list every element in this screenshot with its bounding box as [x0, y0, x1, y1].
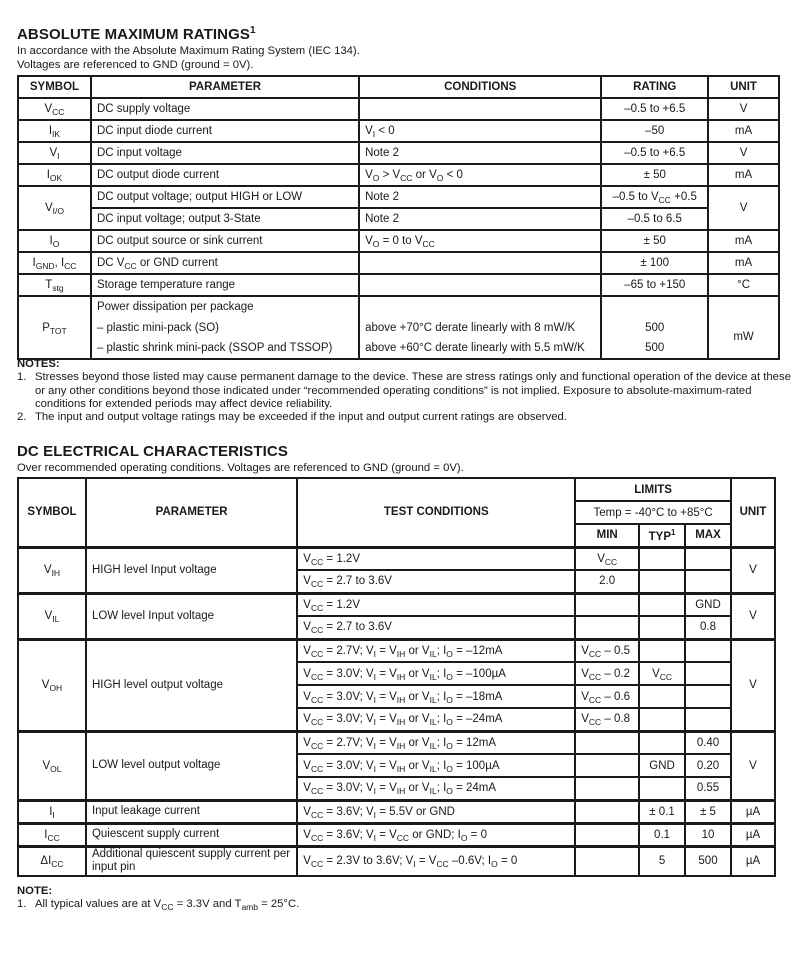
cell-rating: –0.5 to +6.5: [601, 98, 708, 120]
cell-test-condition: $V_{CC} = 3.6V$; $V_I = 5.5V$ or GND: [297, 800, 575, 823]
cell-conditions: [359, 252, 601, 274]
table-row: [18, 846, 775, 876]
cell-unit: mA: [708, 164, 779, 186]
cell-rating: –50: [601, 120, 708, 142]
header-conditions: CONDITIONS: [359, 76, 601, 98]
cell-symbol: $I_{OK}$: [18, 164, 91, 186]
cell-parameter: DC $V_{CC}$ or GND current: [91, 252, 359, 274]
cell-parameter: DC input diode current: [91, 120, 359, 142]
cell-unit: °C: [708, 274, 779, 296]
notes-heading: NOTES:: [17, 358, 60, 370]
cell-min: $V_{CC} - 0.8$: [575, 708, 639, 731]
table-row: [18, 230, 779, 252]
cell-conditions: [359, 296, 601, 317]
cell-symbol: $I_O$: [18, 230, 91, 252]
cell-typ: 5: [639, 846, 685, 876]
cell-symbol: $V_{OL}$: [18, 731, 86, 800]
cell-test-condition: $V_{CC} = 3.0V$; $V_I = V_{IH}$ or $V_{IL}$; $I_O = 100\mu A$: [297, 754, 575, 777]
cell-typ: GND: [639, 754, 685, 777]
header-symbol: SYMBOL: [18, 478, 86, 547]
cell-parameter: – plastic shrink mini-pack (SSOP and TSSOP): [91, 338, 359, 359]
cell-min: [575, 616, 639, 639]
cell-parameter: LOW level output voltage: [86, 731, 297, 800]
table-row: [18, 593, 775, 616]
cell-max: [685, 547, 731, 570]
dc-table: [17, 477, 776, 877]
cell-typ: [639, 570, 685, 593]
cell-typ: [639, 616, 685, 639]
cell-rating: ± 50: [601, 164, 708, 186]
cell-typ: $V_{CC}$: [639, 662, 685, 685]
cell-parameter: Input leakage current: [86, 800, 297, 823]
cell-test-condition: $V_{CC} = 2.7V$; $V_I = V_{IH}$ or $V_{IL}$; $I_O = -12mA$: [297, 639, 575, 662]
cell-rating: 500: [601, 338, 708, 359]
cell-conditions: Note 2: [359, 186, 601, 208]
cell-symbol: $T_{stg}$: [18, 274, 91, 296]
cell-rating: –0.5 to 6.5: [601, 208, 708, 230]
cell-max: [685, 570, 731, 593]
cell-symbol: $V_I$: [18, 142, 91, 164]
cell-symbol: $I_I$: [18, 800, 86, 823]
cell-test-condition: $V_{CC} = 3.0V$; $V_I = V_{IH}$ or $V_{IL}$; $I_O = -18mA$: [297, 685, 575, 708]
table-row: [18, 800, 775, 823]
cell-parameter: DC supply voltage: [91, 98, 359, 120]
dc-intro: Over recommended operating conditions. Voltages are referenced to GND (ground = 0V).: [17, 462, 464, 474]
cell-unit: V: [708, 142, 779, 164]
cell-symbol: $V_{CC}$: [18, 98, 91, 120]
cell-symbol: $V_{IH}$: [18, 547, 86, 593]
cell-unit: mW: [708, 296, 779, 359]
header-test-conditions: TEST CONDITIONS: [297, 478, 575, 547]
cell-max: 500: [685, 846, 731, 876]
cell-max: 0.20: [685, 754, 731, 777]
cell-max: [685, 708, 731, 731]
cell-parameter: Quiescent supply current: [86, 823, 297, 846]
cell-conditions: $V_I < 0$: [359, 120, 601, 142]
notes-heading: NOTE:: [17, 885, 53, 897]
cell-min: [575, 846, 639, 876]
cell-parameter: LOW level Input voltage: [86, 593, 297, 639]
abs-max-notes: [17, 358, 797, 424]
table-row: [18, 547, 775, 570]
cell-conditions: Note 2: [359, 142, 601, 164]
cell-conditions: $V_O > V_{CC}$ or $V_O < 0$: [359, 164, 601, 186]
cell-parameter: DC input voltage; output 3-State: [91, 208, 359, 230]
cell-min: $V_{CC} - 0.5$: [575, 639, 639, 662]
cell-min: $V_{CC} - 0.2$: [575, 662, 639, 685]
cell-max: [685, 639, 731, 662]
cell-min: [575, 731, 639, 754]
header-parameter: PARAMETER: [91, 76, 359, 98]
table-row: [18, 274, 779, 296]
cell-rating: [601, 296, 708, 317]
cell-test-condition: $V_{CC} = 3.6V$; $V_I = V_{CC}$ or GND; $I_O = 0$: [297, 823, 575, 846]
cell-conditions: above +60°C derate linearly with 5.5 mW/K: [359, 338, 601, 359]
header-unit: UNIT: [731, 478, 775, 547]
cell-max: ± 5: [685, 800, 731, 823]
cell-parameter: Power dissipation per package: [91, 296, 359, 317]
cell-symbol: $V_{I/O}$: [18, 186, 91, 230]
abs-max-intro-2: Voltages are referenced to GND (ground = 0V).: [17, 59, 254, 71]
cell-conditions: Note 2: [359, 208, 601, 230]
cell-symbol: $V_{IL}$: [18, 593, 86, 639]
cell-parameter: Additional quiescent supply current per input pin: [86, 846, 297, 876]
cell-conditions: [359, 274, 601, 296]
cell-typ: [639, 593, 685, 616]
cell-min: [575, 754, 639, 777]
cell-max: GND: [685, 593, 731, 616]
table-row: [18, 317, 779, 338]
note-item: 1. Stresses beyond those listed may cause permanent damage to the device. These are stress ratings only and functional operation of the device at these or any other conditions beyond those indicated under “recommended operating conditions” is not implied. Exposure to absolute-maximum-rated conditions for extended periods may affect device reliability.: [17, 371, 791, 410]
header-rating: RATING: [601, 76, 708, 98]
cell-test-condition: $V_{CC} = 1.2V$: [297, 593, 575, 616]
cell-parameter: HIGH level output voltage: [86, 639, 297, 731]
cell-rating: –0.5 to +6.5: [601, 142, 708, 164]
table-row: [18, 186, 779, 208]
cell-max: [685, 685, 731, 708]
cell-test-condition: $V_{CC} = 1.2V$: [297, 547, 575, 570]
cell-typ: [639, 708, 685, 731]
header-min: MIN: [575, 524, 639, 547]
cell-typ: ± 0.1: [639, 800, 685, 823]
cell-unit: V: [708, 186, 779, 230]
cell-conditions: $V_O = 0$ to $V_{CC}$: [359, 230, 601, 252]
cell-typ: [639, 547, 685, 570]
note-item: 1. All typical values are at $V_{CC} = 3.3V$ and $T_{amb} = 25^\circ C$.: [17, 898, 300, 913]
header-temp: Temp = -40°C to +85°C: [575, 501, 731, 524]
header-limits: LIMITS: [575, 478, 731, 501]
cell-max: 0.8: [685, 616, 731, 639]
cell-unit: mA: [708, 230, 779, 252]
cell-test-condition: $V_{CC} = 3.0V$; $V_I = V_{IH}$ or $V_{IL}$; $I_O = 24mA$: [297, 777, 575, 800]
table-row: [18, 338, 779, 359]
cell-unit: V: [731, 731, 775, 800]
cell-parameter: DC output source or sink current: [91, 230, 359, 252]
cell-symbol: $I_{CC}$: [18, 823, 86, 846]
dc-notes: [17, 885, 797, 912]
cell-parameter: DC input voltage: [91, 142, 359, 164]
cell-rating: –0.5 to $V_{CC} +0.5$: [601, 186, 708, 208]
cell-test-condition: $V_{CC} = 3.0V$; $V_I = V_{IH}$ or $V_{IL}$; $I_O = -24mA$: [297, 708, 575, 731]
cell-rating: ± 50: [601, 230, 708, 252]
cell-test-condition: $V_{CC} = 3.0V$; $V_I = V_{IH}$ or $V_{IL}$; $I_O = -100\mu A$: [297, 662, 575, 685]
cell-typ: [639, 639, 685, 662]
table-row: [18, 823, 775, 846]
cell-min: [575, 777, 639, 800]
cell-parameter: DC output diode current: [91, 164, 359, 186]
cell-test-condition: $V_{CC} = 2.3V$ to 3.6V; $V_I = V_{CC}$ –0.6V; $I_O = 0$: [297, 846, 575, 876]
header-typ: TYP$^1$: [639, 524, 685, 547]
cell-symbol: $I_{IK}$: [18, 120, 91, 142]
cell-symbol: $P_{TOT}$: [18, 296, 91, 359]
cell-test-condition: $V_{CC} = 2.7V$; $V_I = V_{IH}$ or $V_{IL}$; $I_O = 12mA$: [297, 731, 575, 754]
cell-unit: V: [708, 98, 779, 120]
cell-rating: –65 to +150: [601, 274, 708, 296]
cell-unit: µA: [731, 823, 775, 846]
cell-symbol: $\Delta I_{CC}$: [18, 846, 86, 876]
table-row: [18, 252, 779, 274]
abs-max-table: [17, 75, 780, 360]
cell-typ: [639, 685, 685, 708]
cell-max: 0.55: [685, 777, 731, 800]
cell-unit: mA: [708, 120, 779, 142]
table-row: [18, 142, 779, 164]
header-symbol: SYMBOL: [18, 76, 91, 98]
cell-conditions: above +70°C derate linearly with 8 mW/K: [359, 317, 601, 338]
header-max: MAX: [685, 524, 731, 547]
table-row: [18, 731, 775, 754]
cell-parameter: DC output voltage; output HIGH or LOW: [91, 186, 359, 208]
note-text: All typical values are at $V_{CC} = 3.3V$ and $T_{amb} = 25^\circ C$.: [35, 898, 300, 913]
cell-rating: 500: [601, 317, 708, 338]
header-unit: UNIT: [708, 76, 779, 98]
cell-parameter: – plastic mini-pack (SO): [91, 317, 359, 338]
cell-unit: V: [731, 593, 775, 639]
cell-min: $V_{CC} - 0.6$: [575, 685, 639, 708]
cell-unit: V: [731, 547, 775, 593]
cell-unit: V: [731, 639, 775, 731]
note-item: 2. The input and output voltage ratings may be exceeded if the input and output current ratings are observed.: [17, 411, 567, 424]
cell-min: 2.0: [575, 570, 639, 593]
abs-max-intro-1: In accordance with the Absolute Maximum Rating System (IEC 134).: [17, 45, 360, 57]
cell-symbol: $I_{GND}$, $I_{CC}$: [18, 252, 91, 274]
cell-rating: ± 100: [601, 252, 708, 274]
header-parameter: PARAMETER: [86, 478, 297, 547]
cell-parameter: HIGH level Input voltage: [86, 547, 297, 593]
cell-test-condition: $V_{CC} = 2.7$ to 3.6V: [297, 570, 575, 593]
cell-max: 0.40: [685, 731, 731, 754]
table-header-row: [18, 76, 779, 98]
table-header-row: [18, 478, 775, 501]
cell-typ: 0.1: [639, 823, 685, 846]
table-row: [18, 164, 779, 186]
cell-unit: µA: [731, 846, 775, 876]
cell-symbol: $V_{OH}$: [18, 639, 86, 731]
table-row: [18, 120, 779, 142]
cell-min: [575, 823, 639, 846]
cell-max: 10: [685, 823, 731, 846]
cell-min: $V_{CC}$: [575, 547, 639, 570]
table-row: [18, 208, 779, 230]
cell-unit: µA: [731, 800, 775, 823]
cell-test-condition: $V_{CC} = 2.7$ to 3.6V: [297, 616, 575, 639]
cell-typ: [639, 777, 685, 800]
cell-parameter: Storage temperature range: [91, 274, 359, 296]
abs-max-title: ABSOLUTE MAXIMUM RATINGS$^1$: [17, 25, 256, 43]
dc-title: DC ELECTRICAL CHARACTERISTICS: [17, 443, 288, 460]
cell-unit: mA: [708, 252, 779, 274]
table-row: [18, 98, 779, 120]
cell-max: [685, 662, 731, 685]
cell-min: [575, 800, 639, 823]
cell-conditions: [359, 98, 601, 120]
cell-min: [575, 593, 639, 616]
table-row: [18, 296, 779, 317]
table-row: [18, 639, 775, 662]
cell-typ: [639, 731, 685, 754]
